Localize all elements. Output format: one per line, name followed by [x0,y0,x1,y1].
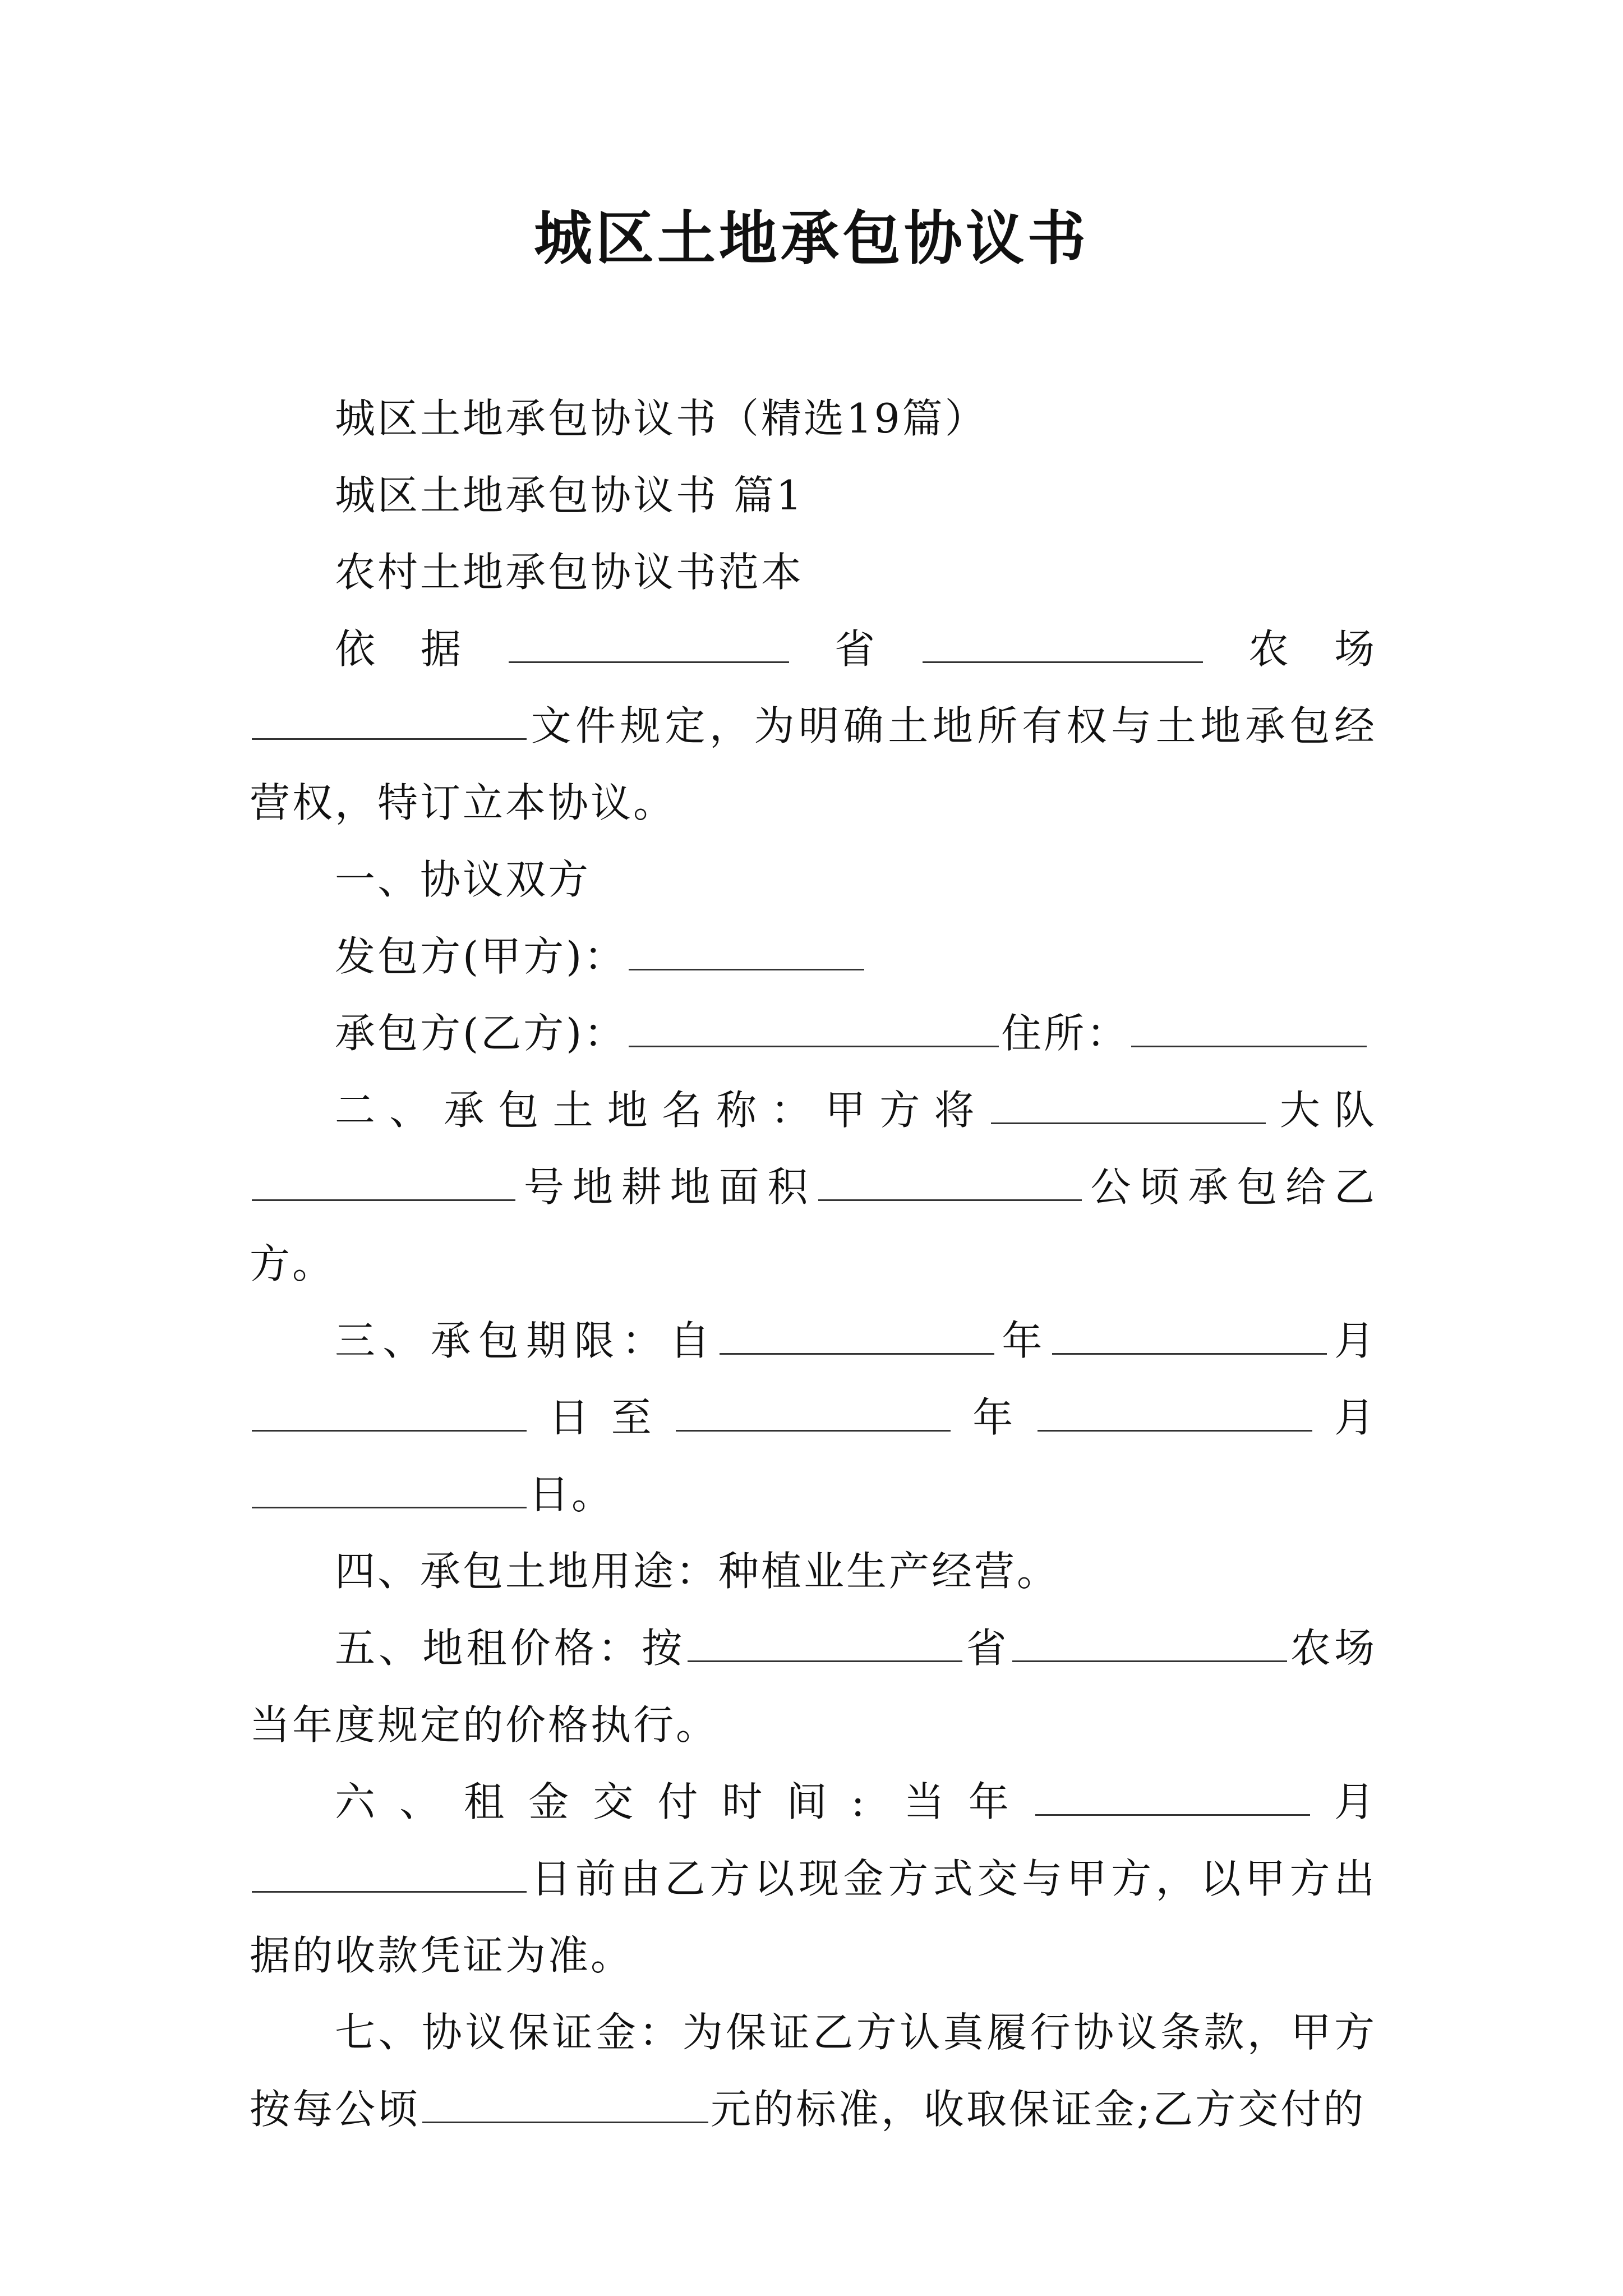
section-heading: 城区土地承包协议书 篇1 [335,472,804,519]
text-segment: 依据 [335,625,506,673]
clause-6 [250,1764,1377,1994]
text-segment: 日前由乙方以现金方式交与甲方，以甲方出据的收款凭证为准。 [250,1855,1377,1979]
text-segment: 农场 [1205,625,1377,673]
text-segment: 省 [791,625,920,673]
clause-4: 四、承包土地用途：种植业生产经营。 [335,1548,1060,1595]
fill-blank[interactable] [688,1627,962,1662]
fill-blank[interactable] [629,935,864,970]
clause-2 [250,1072,1377,1303]
fill-blank[interactable] [818,1166,1082,1201]
basis-paragraph [250,611,1377,841]
text-segment: 日。 [529,1471,615,1518]
clause-heading-1: 一、协议双方 [335,856,591,903]
text-segment: 大队 [1267,1087,1377,1134]
clause-7 [250,1994,1377,2148]
fill-blank[interactable] [923,628,1203,663]
fill-blank[interactable] [252,1396,527,1432]
fill-blank[interactable] [509,628,789,663]
text-segment: 月 [1314,1394,1377,1441]
fill-blank[interactable] [991,1089,1266,1124]
text-segment: 省 [965,1625,1010,1672]
fill-blank[interactable] [252,705,527,740]
party-b-line [250,995,1377,1072]
fill-blank[interactable] [252,1473,527,1508]
fill-blank[interactable] [676,1396,951,1432]
text-segment: 月 [1329,1317,1377,1364]
party-a-line [250,918,1377,995]
fill-blank[interactable] [1035,1780,1310,1816]
document-body [250,380,1377,2148]
text-segment: 农场当年度规定的价格执行。 [250,1625,1377,1749]
text-segment: 年 [997,1317,1050,1364]
fill-blank[interactable] [252,1857,527,1893]
fill-blank[interactable] [629,1012,999,1047]
text-segment: 五、地租价格：按 [335,1625,686,1672]
text-segment: 元的标准，收取保证金;乙方交付的 [711,2086,1366,2133]
text-segment: 公顷承包给乙方。 [250,1163,1377,1287]
text-segment: 号地耕地面积 [518,1163,817,1211]
fill-blank[interactable] [252,1166,515,1201]
fill-blank[interactable] [422,2088,708,2123]
text-segment: 六、租金交付时间: 当年 [335,1778,1033,1825]
clause-5 [250,1610,1377,1764]
clause-3 [250,1303,1377,1533]
fill-blank[interactable] [1038,1396,1312,1432]
text-segment: 文件规定，为明确土地所有权与土地承包经营权，特订立本协议。 [250,702,1377,826]
text-segment: 二、承包土地名称：甲方将 [335,1087,989,1134]
fill-blank[interactable] [1131,1012,1367,1047]
text-segment: 日至 [529,1394,674,1441]
text-segment: 年 [952,1394,1035,1441]
text-segment: 发包方(甲方)： [335,933,627,980]
subtitle: 城区土地承包协议书（精选19篇） [335,395,988,442]
template-heading: 农村土地承包协议书范本 [335,549,804,596]
text-segment: 七、协议保证金：为保证乙方认真履行协议条款，甲方按每公顷 [250,2009,1377,2133]
fill-blank[interactable] [1052,1319,1327,1355]
text-segment: 三、承包期限：自 [335,1317,718,1364]
text-segment: 承包方(乙方)： [335,1010,627,1057]
text-segment: 住所： [1001,1010,1129,1057]
text-segment: 月 [1312,1778,1377,1825]
fill-blank[interactable] [720,1319,994,1355]
fill-blank[interactable] [1012,1627,1287,1662]
document-title: 城区土地承包协议书 [533,204,1089,273]
